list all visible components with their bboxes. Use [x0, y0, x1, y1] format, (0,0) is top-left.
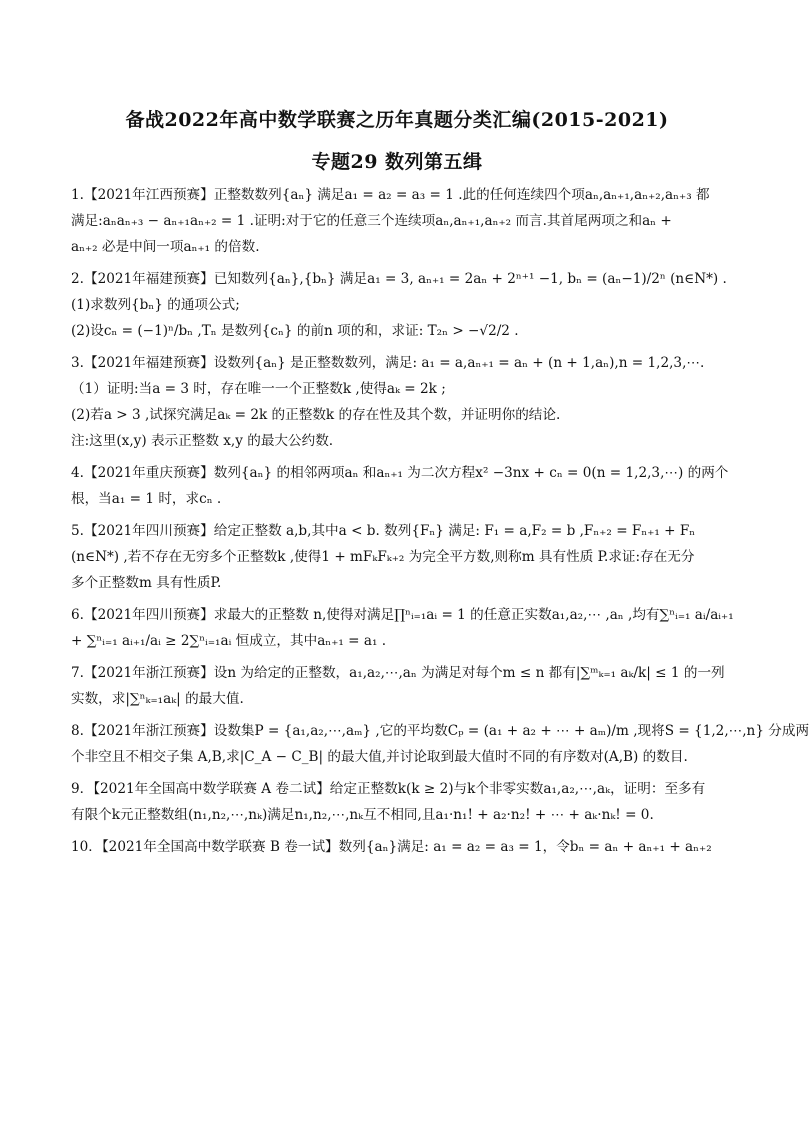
problem-line: + ∑ⁿᵢ₌₁ aᵢ₊₁/aᵢ ≥ 2∑ⁿᵢ₌₁aᵢ 恒成立，其中aₙ₊₁ = a₁ . — [71, 633, 387, 649]
problem-3 — [71, 350, 723, 454]
problem-1 — [71, 182, 723, 260]
problem-line: （1）证明:当a = 3 时，存在唯一一个正整数k ,使得aₖ = 2k ; — [71, 381, 446, 397]
problem-8 — [71, 718, 809, 770]
problem-line: 1.【2021年江西预赛】正整数数列{aₙ} 满足a₁ = a₂ = a₃ = 1 .此的任何连续四个项aₙ,aₙ₊₁,aₙ₊₂,aₙ₊₃ 都 — [71, 187, 710, 203]
problem-line: 多个正整数m 具有性质P. — [71, 575, 222, 591]
problem-line: 有限个k元正整数组(n₁,n₂,⋯,nₖ)满足n₁,n₂,⋯,nₖ互不相同,且a₁·n₁! + a₂·n₂! + ⋯ + aₖ·nₖ! = 0. — [71, 807, 654, 823]
document-subtitle: 专题29 数列第五缉 — [311, 151, 483, 173]
problem-7 — [71, 660, 723, 712]
problem-list — [71, 182, 809, 866]
problem-line: (2)设cₙ = (−1)ⁿ/bₙ ,Tₙ 是数列{cₙ} 的前n 项的和，求证: T₂ₙ > −√2/2 . — [71, 323, 519, 339]
problem-line: (n∈N*) ,若不存在无穷多个正整数k ,使得1 + mFₖFₖ₊₂ 为完全平方数,则称m 具有性质 P.求证:存在无分 — [71, 549, 695, 565]
problem-line: 满足:aₙaₙ₊₃ − aₙ₊₁aₙ₊₂ = 1 .证明:对于它的任意三个连续项aₙ,aₙ₊₁,aₙ₊₂ 而言.其首尾两项之和aₙ + — [71, 213, 672, 229]
problem-line: 7.【2021年浙江预赛】设n 为给定的正整数，a₁,a₂,⋯,aₙ 为满足对每个m ≤ n 都有|∑ᵐₖ₌₁ aₖ/k| ≤ 1 的一列 — [71, 665, 725, 681]
problem-line: 4.【2021年重庆预赛】数列{aₙ} 的相邻两项aₙ 和aₙ₊₁ 为二次方程x² −3nx + cₙ = 0(n = 1,2,3,⋯) 的两个 — [71, 465, 729, 481]
problem-line: 2.【2021年福建预赛】已知数列{aₙ},{bₙ} 满足a₁ = 3, aₙ₊₁ = 2aₙ + 2ⁿ⁺¹ −1, bₙ = (aₙ−1)/2ⁿ (n∈N*) . — [71, 271, 727, 287]
problem-4 — [71, 460, 729, 512]
problem-line: 5.【2021年四川预赛】给定正整数 a,b,其中a < b. 数列{Fₙ} 满足: F₁ = a,F₂ = b ,Fₙ₊₂ = Fₙ₊₁ + Fₙ — [71, 523, 696, 539]
problem-line: 10．【2021年全国高中数学联赛 B 卷一试】数列{aₙ}满足: a₁ = a₂ = a₃ = 1，令bₙ = aₙ + aₙ₊₁ + aₙ₊₂ — [71, 839, 712, 855]
problem-line: 根，当a₁ = 1 时，求cₙ . — [71, 491, 222, 507]
problem-10 — [71, 834, 723, 860]
problem-line: (2)若a > 3 ,试探究满足aₖ = 2k 的正整数k 的存在性及其个数，并证明你的结论. — [71, 407, 561, 423]
problem-line: 6.【2021年四川预赛】求最大的正整数 n,使得对满足∏ⁿᵢ₌₁aᵢ = 1 的任意正实数a₁,a₂,⋯ ,aₙ ,均有∑ⁿᵢ₌₁ aᵢ/aᵢ₊₁ — [71, 607, 734, 623]
problem-line: 注:这里(x,y) 表示正整数 x,y 的最大公约数. — [71, 433, 334, 449]
problem-6 — [71, 602, 734, 654]
problem-line: 9．【2021年全国高中数学联赛 A 卷二试】给定正整数k(k ≥ 2)与k个非零实数a₁,a₂,⋯,aₖ，证明：至多有 — [71, 781, 706, 797]
problem-line: aₙ₊₂ 必是中间一项aₙ₊₁ 的倍数. — [71, 239, 260, 255]
problem-2 — [71, 266, 727, 344]
problem-9 — [71, 776, 723, 828]
problem-line: (1)求数列{bₙ} 的通项公式; — [71, 297, 240, 313]
document-title: 备战2022年高中数学联赛之历年真题分类汇编(2015-2021) — [125, 109, 669, 131]
problem-line: 3.【2021年福建预赛】设数列{aₙ} 是正整数数列，满足: a₁ = a,aₙ₊₁ = aₙ + (n + 1,aₙ),n = 1,2,3,⋯. — [71, 355, 705, 371]
problem-line: 实数，求|∑ⁿₖ₌₁aₖ| 的最大值. — [71, 691, 244, 707]
problem-line: 8.【2021年浙江预赛】设数集P = {a₁,a₂,⋯,aₘ} ,它的平均数Cₚ = (a₁ + a₂ + ⋯ + aₘ)/m ,现将S = {1,2,⋯,n} 分成两 — [71, 723, 809, 739]
problem-line: 个非空且不相交子集 A,B,求|C_A − C_B| 的最大值,并讨论取到最大值时不同的有序数对(A,B) 的数目. — [71, 749, 688, 765]
problem-5 — [71, 518, 723, 596]
